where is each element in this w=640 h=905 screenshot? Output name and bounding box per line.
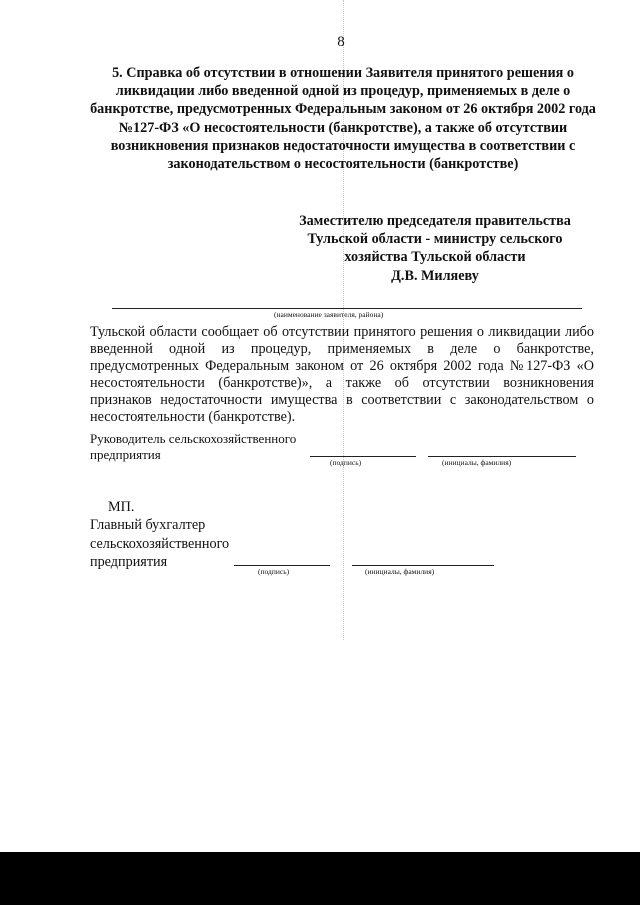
document-title: 5. Справка об отсутствии в отношении Заявителя принятого решения о ликвидации либо введенной одной из процедур, применяемых в деле о банкротстве, предусмотренных Федеральным законом от 26 октября 2002 года №127-ФЗ «О несостоятельности (банкротстве), а также об отсутствии возникновения признаков недостаточности имущества в соответствии с законодательством о несостоятельности (банкротстве): [90, 65, 596, 173]
addressee-line-3: хозяйства Тульской области: [344, 249, 526, 266]
seal-label: МП.: [108, 499, 135, 515]
addressee-line-1: Заместителю председателя правительства: [299, 213, 571, 229]
accountant-label-line-2: сельскохозяйственного: [90, 535, 230, 552]
addressee-line-2: Тульской области - министру сельского: [307, 231, 563, 248]
scan-bottom-edge: [0, 852, 640, 905]
head-label-line-2: предприятия: [90, 447, 161, 462]
addressee-block: [250, 212, 620, 285]
head-signature-caption: (подпись): [330, 458, 362, 467]
head-name-caption: (инициалы, фамилия): [442, 458, 512, 467]
head-signature-line: [310, 456, 416, 457]
addressee-line-4: Д.В. Миляеву: [391, 267, 479, 284]
applicant-name-line: [112, 308, 582, 309]
accountant-signature-caption: (подпись): [258, 567, 290, 576]
accountant-label-line-1: Главный бухгалтер: [90, 517, 206, 533]
accountant-name-line: [352, 565, 494, 566]
accountant-signature-line: [234, 565, 330, 566]
accountant-label-line-3: предприятия: [90, 554, 168, 570]
certificate-body-text: Тульской области сообщает об отсутствии принятого решения о ликвидации либо введенной одной из процедур, применяемых в деле о банкротстве, предусмотренных Федеральным законом от 26 октября 2002 года №127-ФЗ «О несостоятельности (банкротстве)», а также об отсутствии возникновения признаков недостаточности имущества в соответствии с законодательством о несостоятельности (банкротстве).: [90, 324, 594, 425]
applicant-caption: (наименование заявителя, района): [274, 310, 384, 319]
accountant-label: [90, 516, 229, 572]
accountant-name-caption: (инициалы, фамилия): [365, 567, 435, 576]
page-number: 8: [337, 34, 345, 50]
head-label: [90, 431, 296, 463]
head-name-line: [428, 456, 576, 457]
head-label-line-1: Руководитель сельскохозяйственного: [90, 431, 297, 446]
